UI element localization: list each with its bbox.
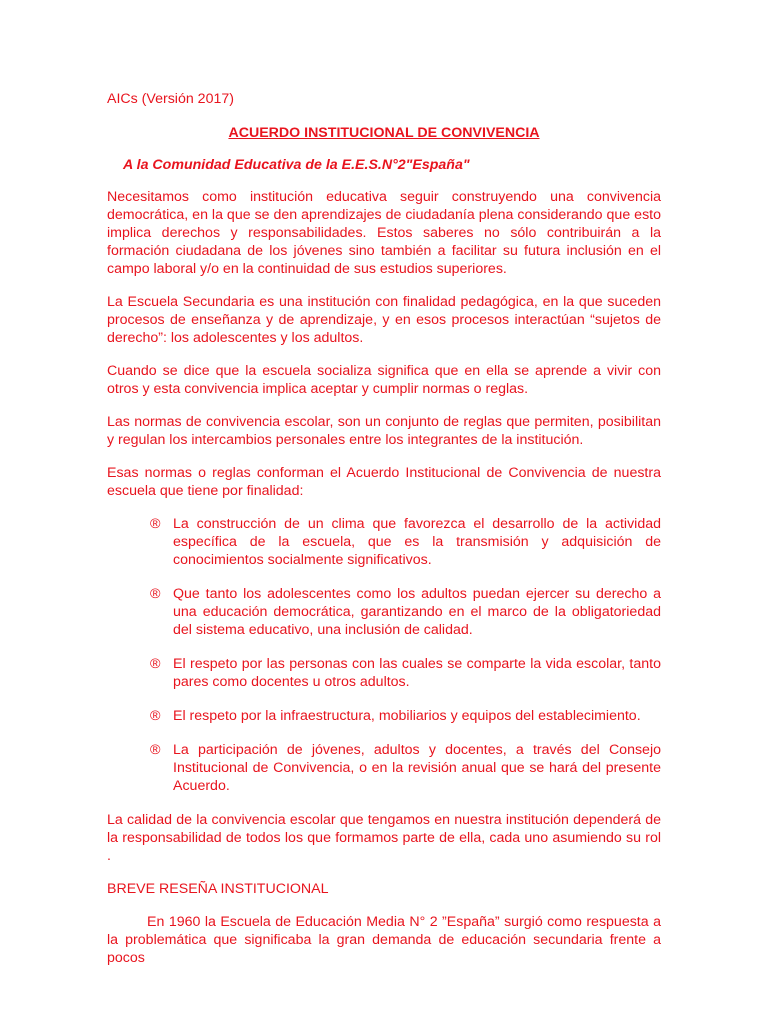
list-item-text: La participación de jóvenes, adultos y docentes, a través del Consejo Institucional de Convivencia, o en la revisión anual que se hará del presente Acuerdo.: [173, 742, 661, 794]
list-item: [107, 515, 661, 569]
registered-mark-icon: ®: [150, 742, 161, 758]
version-label: AICs (Versión 2017): [107, 91, 234, 107]
list-item: [107, 707, 661, 725]
section-heading: BREVE RESEÑA INSTITUCIONAL: [107, 881, 329, 897]
registered-mark-icon: ®: [150, 656, 161, 672]
list-item-text: La construcción de un clima que favorezca el desarrollo de la actividad específica de la escuela, que es la transmisión y adquisición de conocimientos socialmente significativos.: [173, 516, 661, 568]
paragraph-socialize: Cuando se dice que la escuela socializa significa que en ella se aprende a vivir con otros y esta convivencia implica aceptar y cumplir normas o reglas.: [107, 363, 661, 397]
list-item-text: El respeto por la infraestructura, mobiliarios y equipos del establecimiento.: [173, 708, 641, 724]
paragraph-closing: La calidad de la convivencia escolar que tengamos en nuestra institución dependerá de la responsabilidad de todos los que formamos parte de ella, cada uno asumiendo su rol .: [107, 812, 661, 864]
list-item-text: El respeto por las personas con las cuales se comparte la vida escolar, tanto pares como docentes u otros adultos.: [173, 656, 661, 690]
registered-mark-icon: ®: [150, 708, 161, 724]
list-item: [107, 655, 661, 691]
purpose-list: [107, 515, 661, 795]
list-item-text: Que tanto los adolescentes como los adultos puedan ejercer su derecho a una educación democrática, garantizando en el marco de la obligatoriedad del sistema educativo, una inclusión de calidad.: [173, 586, 661, 638]
list-item: [107, 585, 661, 639]
list-item: [107, 741, 661, 795]
registered-mark-icon: ®: [150, 516, 161, 532]
paragraph-purpose: Esas normas o reglas conforman el Acuerdo Institucional de Convivencia de nuestra escuela que tiene por finalidad:: [107, 465, 661, 499]
paragraph-history: En 1960 la Escuela de Educación Media N° 2 ”España” surgió como respuesta a la problemática que significaba la gran demanda de educación secundaria frente a pocos: [107, 914, 661, 966]
paragraph-norms: Las normas de convivencia escolar, son un conjunto de reglas que permiten, posibilitan y regulan los intercambios personales entre los integrantes de la institución.: [107, 414, 661, 448]
paragraph-school: La Escuela Secundaria es una institución con finalidad pedagógica, en la que suceden procesos de enseñanza y de aprendizaje, y en esos procesos interactúan “sujetos de derecho”: los adolescentes y los adultos.: [107, 294, 661, 346]
registered-mark-icon: ®: [150, 586, 161, 602]
document-title: ACUERDO INSTITUCIONAL DE CONVIVENCIA: [228, 125, 540, 141]
paragraph-intro: Necesitamos como institución educativa seguir construyendo una convivencia democrática, en la que se den aprendizajes de ciudadanía plena considerando que esto implica derechos y responsabilidades. Estos saberes no sólo contribuirán a la formación ciudadana de los jóvenes sino también a facilitar su futura inclusión en el campo laboral y/o en la continuidad de sus estudios superiores.: [107, 189, 661, 277]
document-body: [107, 90, 661, 982]
document-subtitle: A la Comunidad Educativa de la E.E.S.N°2"España": [123, 157, 470, 173]
